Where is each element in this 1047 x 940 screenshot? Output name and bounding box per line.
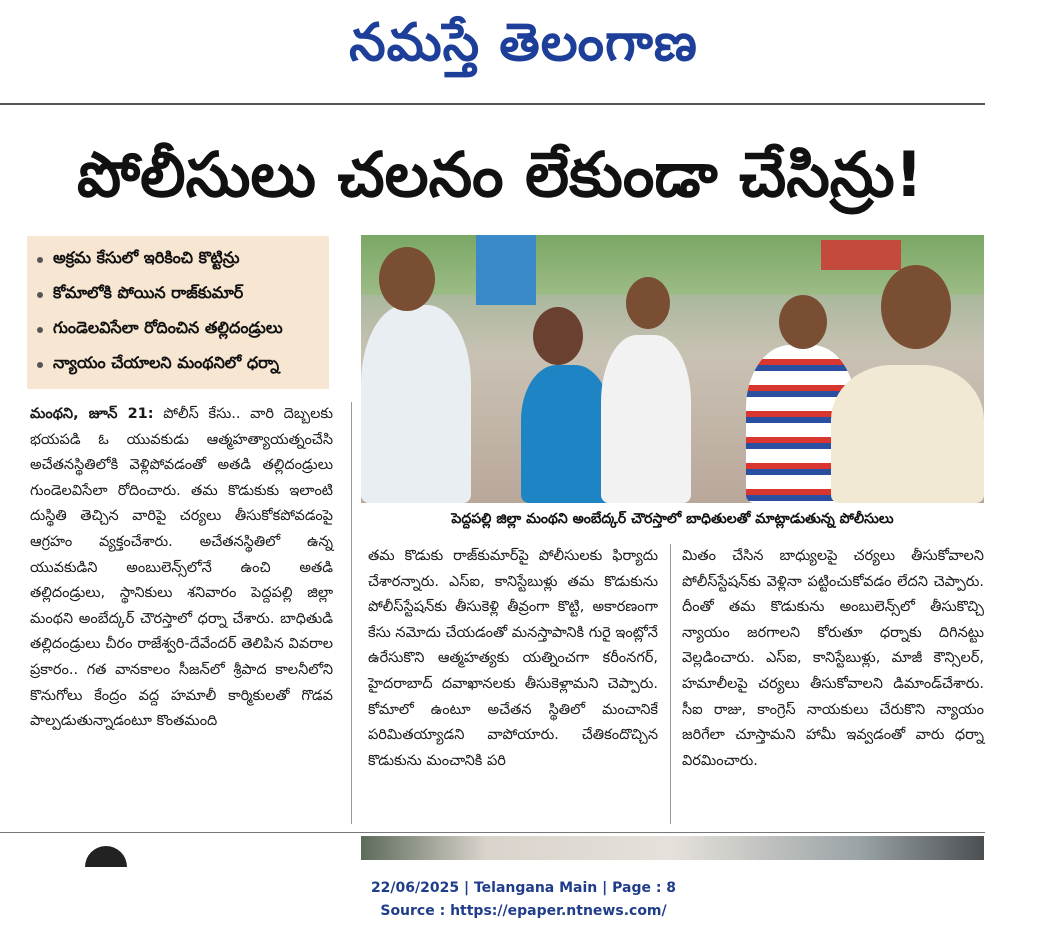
photo-person	[521, 365, 611, 503]
photo-signboard	[476, 235, 536, 305]
article-dateline: మంథని, జూన్ 21:	[30, 406, 154, 422]
photo-person-head	[779, 295, 827, 349]
highlight-text: అక్రమ కేసులో ఇరికించి కొట్టిన్రు	[53, 248, 240, 267]
column-divider	[670, 544, 671, 824]
highlight-item	[37, 242, 321, 277]
article-column-3: మితం చేసిన బాధ్యులపై చర్యలు తీసుకోవాలని పోలీస్‌స్టేషన్‌కు వెళ్లినా పట్టించుకోవడం లేదని చెప్పారు. దీంతో తమ కొడుకును అంబులెన్స్‌లో తీసుకొచ్చి న్యాయం జరగాలని కోరుతూ ధర్నాకు దిగినట్టు వెల్లడించారు. ఎస్ఐ, కానిస్టేబుళ్లు, మాజీ కౌన్సిలర్, హమాలీలపై చర్యలు తీసుకోవాలని డిమాండ్‌చేశారు. సీఐ రాజు, కాంగ్రెస్ నాయకులు చేరుకొని న్యాయం జరిగేలా చూస్తామని హామీ ఇవ్వడంతో వారు ధర్నా విరమించారు.	[682, 548, 984, 769]
highlight-item	[37, 277, 321, 312]
photo-person-head	[379, 247, 435, 311]
bullet-icon	[37, 362, 43, 368]
highlight-text: కోమాలోకి పోయిన రాజ్‌కుమార్	[53, 283, 244, 302]
photo-person-head	[626, 277, 670, 329]
bullet-icon	[37, 327, 43, 333]
bullet-icon	[37, 257, 43, 263]
highlight-text: గుండెలవిసేలా రోదించిన తల్లిదండ్రులు	[53, 318, 283, 337]
photo-person-head	[533, 307, 583, 365]
article-body-text: పోలీస్ కేసు.. వారి దెబ్బలకు భయపడి ఓ యువకుడు ఆత్మహత్యాయత్నంచేసి అచేతనస్థితిలోకి వెళ్లిపోవడంతో అతడి తల్లిదండ్రులు గుండెలవిసేలా రోదించారు. తమ కొడుకుకు ఇలాంటి దుస్థితి తెచ్చిన వారిపై చర్యలు తీసుకోకపోవడంపై ఆగ్రహం వ్యక్తంచేశారు. అచేతనస్థితిలో ఉన్న యువకుడిని అంబులెన్స్‌లోనే ఉంచి అతడి తల్లిదండ్రులు, స్థానికులు శనివారం పెద్దపల్లి జిల్లా మంథని అంబేద్కర్ చౌరస్తాలో ధర్నా చేశారు. బాధితుడి తల్లిదండ్రులు చీరం రాజేశ్వరి-దేవేందర్ తెలిపిన వివరాల ప్రకారం.. గత వానకాలం సీజన్‌లో శ్రీపాద కాలనీలోని కొనుగోలు కేంద్రం వద్ద హమాలీ కార్మికులతో గొడవ పాల్పడుతున్నాడంటూ కొంతమంది	[30, 406, 334, 730]
highlight-text: న్యాయం చేయాలని మంథనిలో ధర్నా	[53, 353, 279, 372]
bullet-icon	[37, 292, 43, 298]
article-headline: పోలీసులు చలనం లేకుండా చేసిన్రు!	[76, 138, 924, 211]
photo-person	[361, 305, 471, 503]
photo-shop-sign	[821, 240, 901, 270]
highlights-box	[27, 236, 329, 389]
column-divider	[351, 402, 352, 824]
photo-person	[831, 365, 984, 503]
masthead-title: నమస్తే తెలంగాణ	[349, 13, 698, 73]
highlight-item	[37, 312, 321, 347]
photo-person	[601, 335, 691, 503]
article-column-2: తమ కొడుకు రాజ్‌కుమార్‌పై పోలీసులకు ఫిర్యాదు చేశారన్నారు. ఎస్ఐ, కానిస్టేబుళ్లు తమ కొడుకును పోలీస్‌స్టేషన్‌కు తీసుకెళ్లి తీవ్రంగా కొట్టి, అకారణంగా కేసు నమోదు చేయడంతో మనస్తాపానికి గురై ఇంట్లోనే ఉరేసుకొని ఆత్మహత్యకు యత్నించగా కరీంనగర్, హైదరాబాద్ దవాఖానలకు తీసుకెళ్లామని చెప్పారు. కోమాలో ఉంటూ అచేతన స్థితిలో మంచానికే పరిమితయ్యాడని వాపోయారు. చేతికందొచ్చిన కొడుకును మంచానికి పరి	[368, 548, 658, 769]
photo-caption: పెద్దపల్లి జిల్లా మంథని అంబేద్కర్ చౌరస్తాలో బాధితులతో మాట్లాడుతున్న పోలీసులు	[451, 511, 894, 527]
photo-person-head	[881, 265, 951, 349]
highlight-item	[37, 347, 321, 382]
page-divider	[0, 832, 985, 833]
article-column-1	[30, 402, 333, 735]
news-photo	[361, 235, 984, 503]
masthead-divider	[0, 103, 985, 105]
next-article-photo	[361, 836, 984, 860]
footer-source-link[interactable]: Source : https://epaper.ntnews.com/	[380, 903, 667, 919]
footer-page-info: 22/06/2025 | Telangana Main | Page : 8	[370, 880, 677, 896]
